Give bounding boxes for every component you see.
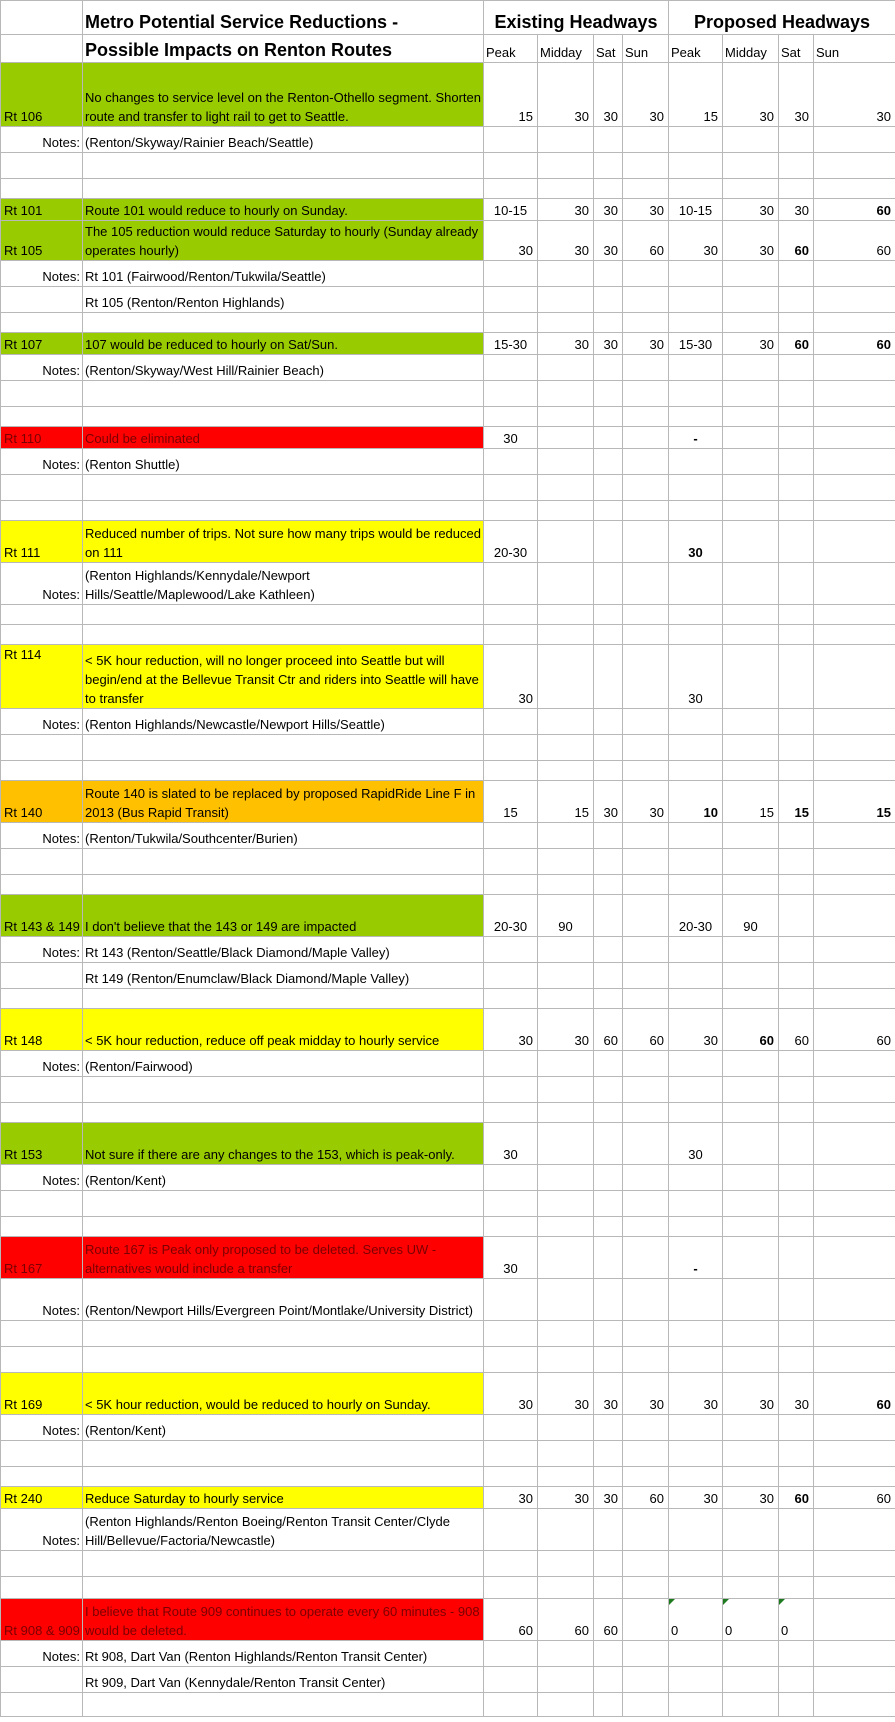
cell: 30 — [538, 199, 594, 221]
notes-label: Notes: — [1, 1509, 83, 1551]
col-pr-midday: Midday — [723, 35, 779, 63]
route-desc: No changes to service level on the Renton-Othello segment. Shorten route and transfer to light rail to get to Seattle. — [83, 63, 484, 127]
route-note: (Renton/Tukwila/Southcenter/Burien) — [83, 823, 484, 849]
route-desc: < 5K hour reduction, reduce off peak midday to hourly service — [83, 1009, 484, 1051]
cell: 30 — [538, 63, 594, 127]
cell: 30 — [669, 1373, 723, 1415]
cell: 20-30 — [484, 895, 538, 937]
notes-label: Notes: — [1, 937, 83, 963]
cell: 0 — [723, 1599, 779, 1641]
route-desc: Reduce Saturday to hourly service — [83, 1487, 484, 1509]
route-id: Rt 240 — [1, 1487, 83, 1509]
cell: 60 — [623, 1009, 669, 1051]
route-id: Rt 101 — [1, 199, 83, 221]
cell: 60 — [623, 221, 669, 261]
cell: 60 — [484, 1599, 538, 1641]
notes-label: Notes: — [1, 563, 83, 605]
cell: 60 — [814, 1373, 895, 1415]
route-note: (Renton Highlands/Newcastle/Newport Hills/Seattle) — [83, 709, 484, 735]
cell: 15 — [538, 781, 594, 823]
cell: 30 — [814, 63, 895, 127]
route-note: Rt 101 (Fairwood/Renton/Tukwila/Seattle) — [83, 261, 484, 287]
cell: 90 — [723, 895, 779, 937]
notes-label: Notes: — [1, 1165, 83, 1191]
cell: 30 — [594, 199, 623, 221]
route-note: Rt 105 (Renton/Renton Highlands) — [83, 287, 484, 313]
cell: 60 — [594, 1599, 623, 1641]
cell: 30 — [779, 1373, 814, 1415]
cell: 30 — [538, 333, 594, 355]
route-id: Rt 908 & 909 — [1, 1599, 83, 1641]
cell: 30 — [538, 1009, 594, 1051]
route-note: Rt 908, Dart Van (Renton Highlands/Renton Transit Center) — [83, 1641, 484, 1667]
route-desc: 107 would be reduced to hourly on Sat/Sun. — [83, 333, 484, 355]
cell: 30 — [669, 1009, 723, 1051]
cell: 30 — [484, 1123, 538, 1165]
route-id: Rt 143 & 149 — [1, 895, 83, 937]
route-id: Rt 111 — [1, 521, 83, 563]
cell: 30 — [623, 1373, 669, 1415]
route-note: (Renton/Fairwood) — [83, 1051, 484, 1077]
route-desc: I believe that Route 909 continues to operate every 60 minutes - 908 would be deleted. — [83, 1599, 484, 1641]
cell: 15 — [814, 781, 895, 823]
route-desc: I don't believe that the 143 or 149 are impacted — [83, 895, 484, 937]
route-note: (Renton Highlands/Renton Boeing/Renton Transit Center/Clyde Hill/Bellevue/Factoria/Newcastle) — [83, 1509, 484, 1551]
title-line-2: Possible Impacts on Renton Routes — [83, 35, 484, 63]
cell: 30 — [594, 333, 623, 355]
cell: 30 — [484, 1487, 538, 1509]
route-desc: < 5K hour reduction, would be reduced to hourly on Sunday. — [83, 1373, 484, 1415]
cell: 30 — [623, 333, 669, 355]
cell: 60 — [814, 333, 895, 355]
cell: 30 — [669, 521, 723, 563]
col-ex-sat: Sat — [594, 35, 623, 63]
route-note: Rt 143 (Renton/Seattle/Black Diamond/Maple Valley) — [83, 937, 484, 963]
route-desc: Not sure if there are any changes to the 153, which is peak-only. — [83, 1123, 484, 1165]
cell: 30 — [669, 221, 723, 261]
cell: 10 — [669, 781, 723, 823]
cell: 30 — [723, 199, 779, 221]
route-id: Rt 106 — [1, 63, 83, 127]
route-id: Rt 153 — [1, 1123, 83, 1165]
cell: 60 — [779, 221, 814, 261]
notes-label: Notes: — [1, 1051, 83, 1077]
cell: 30 — [594, 63, 623, 127]
cell: 60 — [814, 1009, 895, 1051]
cell: 20-30 — [484, 521, 538, 563]
cell: 30 — [484, 1009, 538, 1051]
notes-label: Notes: — [1, 1641, 83, 1667]
route-id: Rt 167 — [1, 1237, 83, 1279]
cell: 30 — [623, 63, 669, 127]
cell: 60 — [814, 221, 895, 261]
route-note: (Renton/Skyway/West Hill/Rainier Beach) — [83, 355, 484, 381]
cell: 15 — [669, 63, 723, 127]
cell: 30 — [723, 1373, 779, 1415]
cell: 60 — [814, 199, 895, 221]
cell: 30 — [669, 1487, 723, 1509]
col-pr-sat: Sat — [779, 35, 814, 63]
route-note: Rt 909, Dart Van (Kennydale/Renton Transit Center) — [83, 1667, 484, 1693]
cell: 15 — [723, 781, 779, 823]
cell: 30 — [484, 221, 538, 261]
route-note: (Renton Highlands/Kennydale/Newport Hills/Seattle/Maplewood/Lake Kathleen) — [83, 563, 484, 605]
cell: - — [669, 427, 723, 449]
cell: 60 — [779, 1009, 814, 1051]
cell: 10-15 — [669, 199, 723, 221]
route-desc: Could be eliminated — [83, 427, 484, 449]
col-ex-peak: Peak — [484, 35, 538, 63]
cell: 30 — [779, 199, 814, 221]
col-pr-peak: Peak — [669, 35, 723, 63]
cell: 30 — [484, 427, 538, 449]
cell: 30 — [723, 63, 779, 127]
col-ex-midday: Midday — [538, 35, 594, 63]
route-desc: Route 167 is Peak only proposed to be deleted. Serves UW - alternatives would include a transfer — [83, 1237, 484, 1279]
route-note: (Renton/Skyway/Rainier Beach/Seattle) — [83, 127, 484, 153]
cell: 30 — [779, 63, 814, 127]
route-desc: Route 140 is slated to be replaced by proposed RapidRide Line F in 2013 (Bus Rapid Transit) — [83, 781, 484, 823]
route-id: Rt 148 — [1, 1009, 83, 1051]
route-note: Rt 149 (Renton/Enumclaw/Black Diamond/Maple Valley) — [83, 963, 484, 989]
cell: 30 — [594, 781, 623, 823]
cell: 10-15 — [484, 199, 538, 221]
route-id: Rt 105 — [1, 221, 83, 261]
notes-label: Notes: — [1, 709, 83, 735]
cell: 30 — [623, 781, 669, 823]
cell: 30 — [594, 1487, 623, 1509]
col-ex-sun: Sun — [623, 35, 669, 63]
cell: 30 — [669, 645, 723, 709]
cell: 60 — [538, 1599, 594, 1641]
route-note: (Renton/Newport Hills/Evergreen Point/Montlake/University District) — [83, 1279, 484, 1321]
route-id: Rt 107 — [1, 333, 83, 355]
cell: 30 — [594, 221, 623, 261]
notes-label: Notes: — [1, 823, 83, 849]
notes-label: Notes: — [1, 1279, 83, 1321]
notes-label: Notes: — [1, 449, 83, 475]
cell: 30 — [484, 645, 538, 709]
cell: 20-30 — [669, 895, 723, 937]
cell: 30 — [538, 221, 594, 261]
route-desc: Route 101 would reduce to hourly on Sunday. — [83, 199, 484, 221]
cell: 60 — [623, 1487, 669, 1509]
cell: 30 — [723, 1487, 779, 1509]
title-line-1: Metro Potential Service Reductions - — [83, 1, 484, 35]
cell: 15-30 — [669, 333, 723, 355]
cell: 15-30 — [484, 333, 538, 355]
notes-label: Notes: — [1, 127, 83, 153]
cell: 30 — [723, 333, 779, 355]
route-id: Rt 169 — [1, 1373, 83, 1415]
cell: 30 — [484, 1237, 538, 1279]
route-id: Rt 114 — [1, 645, 83, 709]
cell: 30 — [538, 1487, 594, 1509]
cell: 30 — [669, 1123, 723, 1165]
cell: - — [669, 1237, 723, 1279]
cell: 60 — [779, 333, 814, 355]
route-id: Rt 110 — [1, 427, 83, 449]
cell: 60 — [814, 1487, 895, 1509]
cell: 15 — [484, 781, 538, 823]
cell: 60 — [723, 1009, 779, 1051]
cell: 15 — [779, 781, 814, 823]
cell: 30 — [723, 221, 779, 261]
cell: 15 — [484, 63, 538, 127]
route-desc: The 105 reduction would reduce Saturday to hourly (Sunday already operates hourly) — [83, 221, 484, 261]
route-desc: < 5K hour reduction, will no longer proceed into Seattle but will begin/end at the Bellevue Transit Ctr and riders into Seattle will have to transfer — [83, 645, 484, 709]
existing-headways-header: Existing Headways — [484, 1, 669, 35]
cell: 30 — [538, 1373, 594, 1415]
cell: 60 — [594, 1009, 623, 1051]
route-note: (Renton/Kent) — [83, 1165, 484, 1191]
route-desc: Reduced number of trips. Not sure how many trips would be reduced on 111 — [83, 521, 484, 563]
notes-label: Notes: — [1, 261, 83, 287]
cell: 30 — [594, 1373, 623, 1415]
cell: 0 — [669, 1599, 723, 1641]
route-note: (Renton Shuttle) — [83, 449, 484, 475]
cell: 30 — [484, 1373, 538, 1415]
col-pr-sun: Sun — [814, 35, 895, 63]
cell: 90 — [538, 895, 594, 937]
cell: 30 — [623, 199, 669, 221]
proposed-headways-header: Proposed Headways — [669, 1, 895, 35]
notes-label: Notes: — [1, 1415, 83, 1441]
notes-label: Notes: — [1, 355, 83, 381]
route-note: (Renton/Kent) — [83, 1415, 484, 1441]
cell: 0 — [779, 1599, 814, 1641]
cell: 60 — [779, 1487, 814, 1509]
route-id: Rt 140 — [1, 781, 83, 823]
